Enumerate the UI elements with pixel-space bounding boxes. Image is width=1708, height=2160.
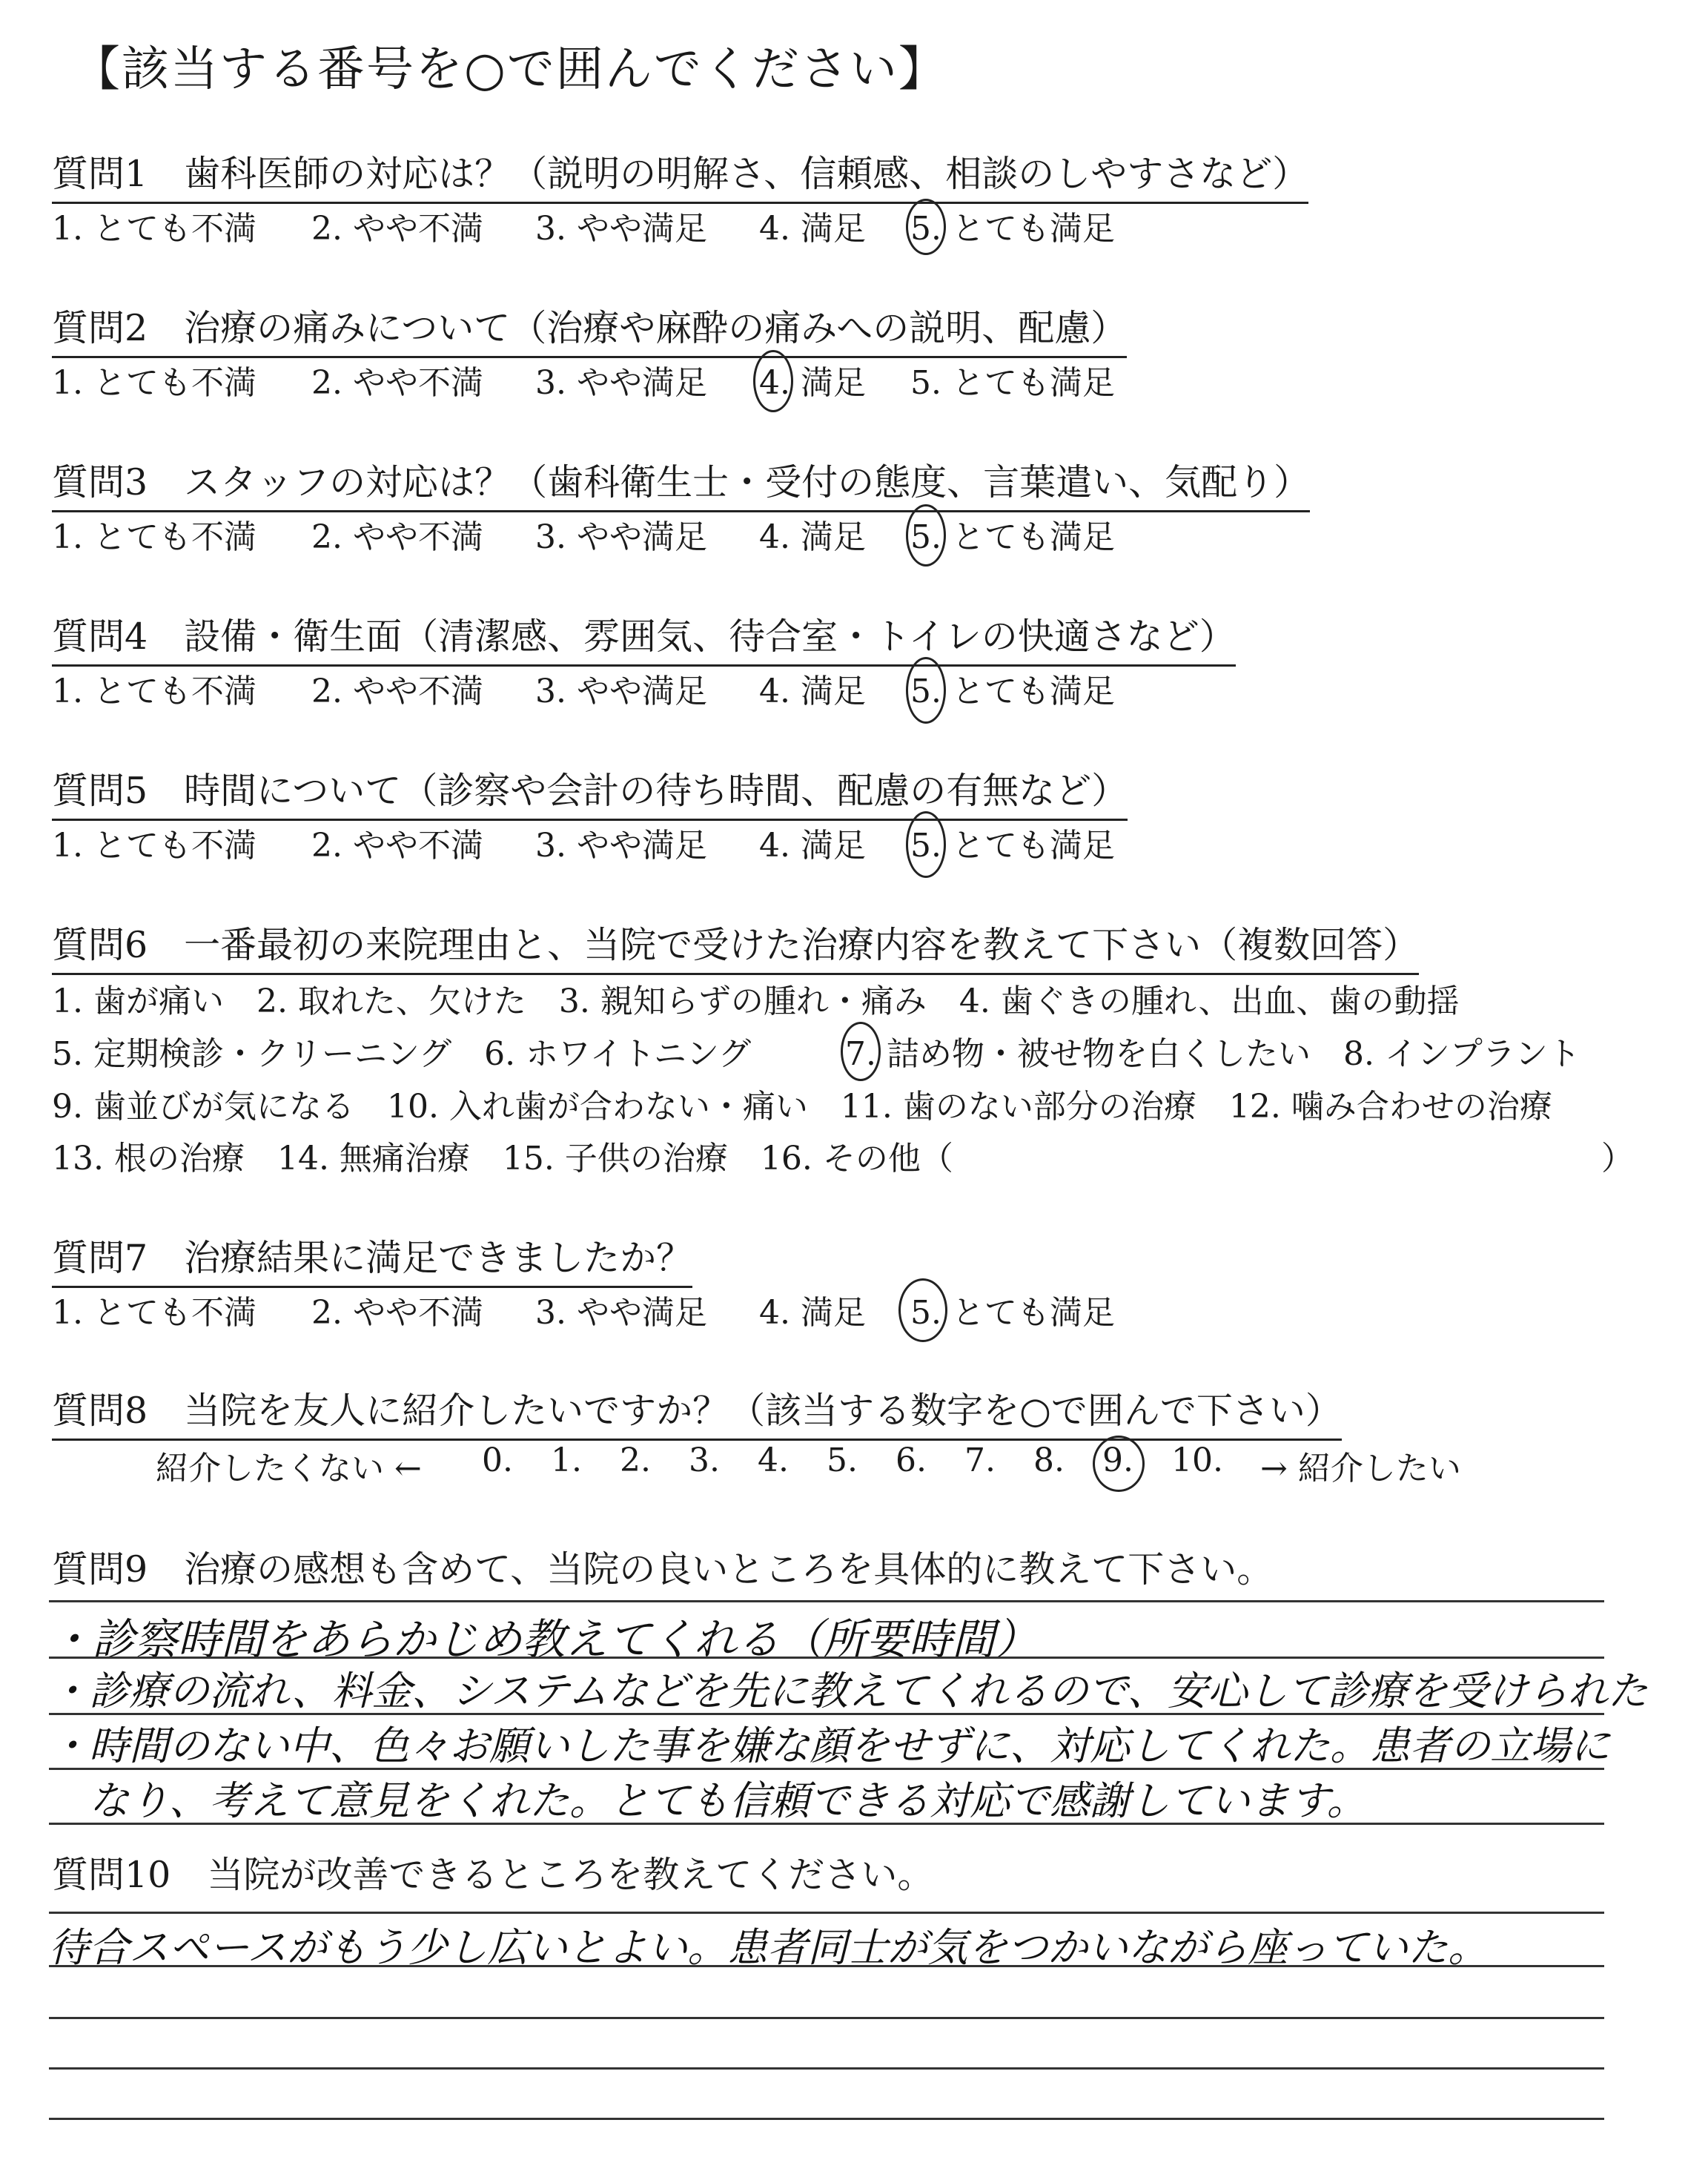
q8-number-1[interactable]: 1. [551, 1441, 582, 1479]
q5-option-2[interactable]: 2. やや不満 [311, 827, 483, 865]
q6-row-1[interactable]: 1. 歯が痛い 2. 取れた、欠けた 3. 親知らずの腫れ・痛み 4. 歯ぐきの腫れ、出血、歯の動揺 [52, 982, 1460, 1020]
q4-option-5[interactable]: 5. とても満足 [910, 673, 1115, 710]
q10-answer-rule [49, 2017, 1604, 2019]
q10-answer-rule [49, 1965, 1604, 1967]
q5-selection-circle [906, 811, 946, 878]
q2-selection-circle [753, 350, 793, 412]
q5-option-5[interactable]: 5. とても満足 [910, 827, 1115, 865]
q7-selection-circle [898, 1278, 947, 1342]
q10-answer-rule [49, 2067, 1604, 2070]
q6-selection-circle [841, 1022, 881, 1081]
q6-row-4[interactable]: 13. 根の治療 14. 無痛治療 15. 子供の治療 16. その他（ [52, 1140, 953, 1178]
q8-number-4[interactable]: 4. [758, 1441, 789, 1479]
q7-option-4[interactable]: 4. 満足 [759, 1294, 866, 1332]
q2-option-3[interactable]: 3. やや満足 [535, 364, 707, 402]
q3-option-3[interactable]: 3. やや満足 [535, 518, 707, 556]
q8-selection-circle [1093, 1436, 1145, 1492]
q2-option-4[interactable]: 4. 満足 [759, 364, 866, 402]
q8-number-7[interactable]: 7. [964, 1441, 996, 1479]
question-6-title: 質問6 一番最初の来院理由と、当院で受けた治療内容を教えて下さい（複数回答） [52, 916, 1419, 975]
q10-answer-rule [49, 1912, 1604, 1914]
q1-option-5[interactable]: 5. とても満足 [910, 210, 1115, 248]
q7-option-5[interactable]: 5. とても満足 [910, 1294, 1115, 1332]
q4-option-2[interactable]: 2. やや不満 [311, 673, 483, 710]
form-header: 【該当する番号を○で囲んでください】 [73, 42, 947, 97]
q8-number-6[interactable]: 6. [896, 1441, 927, 1479]
q7-option-3[interactable]: 3. やや満足 [535, 1294, 707, 1332]
q9-answer-line-3[interactable]: ・時間のない中、色々お願いした事を嫌な顔をせずに、対応してくれた。患者の立場に [49, 1723, 1610, 1769]
q9-answer-rule [49, 1823, 1604, 1825]
q3-option-2[interactable]: 2. やや不満 [311, 518, 483, 556]
question-9-title: 質問9 治療の感想も含めて、当院の良いところを具体的に教えて下さい。 [52, 1548, 1274, 1591]
question-10-title: 質問10 当院が改善できるところを教えてください。 [52, 1854, 934, 1896]
question-3-title: 質問3 スタッフの対応は？（歯科衛生士・受付の態度、言葉遣い、気配り） [52, 454, 1310, 512]
q9-answer-rule [49, 1600, 1604, 1602]
q4-selection-circle [906, 657, 946, 724]
question-7-title: 質問7 治療結果に満足できましたか？ [52, 1229, 692, 1288]
q8-number-8[interactable]: 8. [1033, 1441, 1065, 1479]
q1-option-3[interactable]: 3. やや満足 [535, 210, 707, 248]
q5-option-4[interactable]: 4. 満足 [759, 827, 866, 865]
q7-option-2[interactable]: 2. やや不満 [311, 1294, 483, 1332]
q1-option-1[interactable]: 1. とても不満 [52, 210, 256, 248]
q7-option-1[interactable]: 1. とても不満 [52, 1294, 256, 1332]
q8-number-2[interactable]: 2. [620, 1441, 651, 1479]
q8-right-label: → 紹介したい [1260, 1450, 1461, 1487]
q3-option-1[interactable]: 1. とても不満 [52, 518, 256, 556]
q4-option-1[interactable]: 1. とても不満 [52, 673, 256, 710]
q2-option-2[interactable]: 2. やや不満 [311, 364, 483, 402]
question-8-title: 質問8 当院を友人に紹介したいですか？（該当する数字を○で囲んで下さい） [52, 1382, 1342, 1441]
q10-answer-rule [49, 2118, 1604, 2120]
q8-number-5[interactable]: 5. [827, 1441, 858, 1479]
q6-other-close-paren: ） [1601, 1140, 1634, 1178]
q8-number-9[interactable]: 9. [1102, 1441, 1133, 1479]
q8-left-label: 紹介したくない ← [156, 1450, 422, 1487]
question-2-title: 質問2 治療の痛みについて（治療や麻酔の痛みへの説明、配慮） [52, 300, 1127, 358]
q4-option-3[interactable]: 3. やや満足 [535, 673, 707, 710]
question-5-title: 質問5 時間について（診察や会計の待ち時間、配慮の有無など） [52, 762, 1128, 821]
question-1-title: 質問1 歯科医師の対応は？（説明の明解さ、信頼感、相談のしやすさなど） [52, 145, 1308, 204]
q8-number-10[interactable]: 10. [1171, 1441, 1223, 1479]
q6-row-2b[interactable]: 7. 詰め物・被せ物を白くしたい 8. インプラント [845, 1035, 1580, 1073]
q9-answer-rule [49, 1657, 1604, 1659]
q5-option-1[interactable]: 1. とても不満 [52, 827, 256, 865]
q9-answer-line-4[interactable]: なり、考えて意見をくれた。とても信頼できる対応で感謝しています。 [49, 1777, 1367, 1824]
q8-number-3[interactable]: 3. [689, 1441, 720, 1479]
q9-answer-line-1[interactable]: ・診察時間をあらかじめ教えてくれる（所要時間） [49, 1614, 1039, 1665]
q6-row-2a[interactable]: 5. 定期検診・クリーニング 6. ホワイトニング [52, 1035, 752, 1073]
q3-option-4[interactable]: 4. 満足 [759, 518, 866, 556]
q8-number-0[interactable]: 0. [482, 1441, 513, 1479]
q2-option-1[interactable]: 1. とても不満 [52, 364, 256, 402]
q1-option-4[interactable]: 4. 満足 [759, 210, 866, 248]
q2-option-5[interactable]: 5. とても満足 [910, 364, 1115, 402]
q3-selection-circle [906, 504, 946, 567]
q4-option-4[interactable]: 4. 満足 [759, 673, 866, 710]
q5-option-3[interactable]: 3. やや満足 [535, 827, 707, 865]
q3-option-5[interactable]: 5. とても満足 [910, 518, 1115, 556]
q6-row-3[interactable]: 9. 歯並びが気になる 10. 入れ歯が合わない・痛い 11. 歯のない部分の治療 12. 噛み合わせの治療 [52, 1088, 1552, 1126]
q10-answer-line-1[interactable]: 待合スペースがもう少し広いとよい。患者同士が気をつかいながら座っていた。 [49, 1924, 1489, 1971]
q9-answer-line-2[interactable]: ・診療の流れ、料金、システムなどを先に教えてくれるので、安心して診療を受けられた [49, 1668, 1648, 1714]
q1-selection-circle [906, 199, 946, 255]
q1-option-2[interactable]: 2. やや不満 [311, 210, 483, 248]
question-4-title: 質問4 設備・衛生面（清潔感、雰囲気、待合室・トイレの快適さなど） [52, 608, 1236, 667]
